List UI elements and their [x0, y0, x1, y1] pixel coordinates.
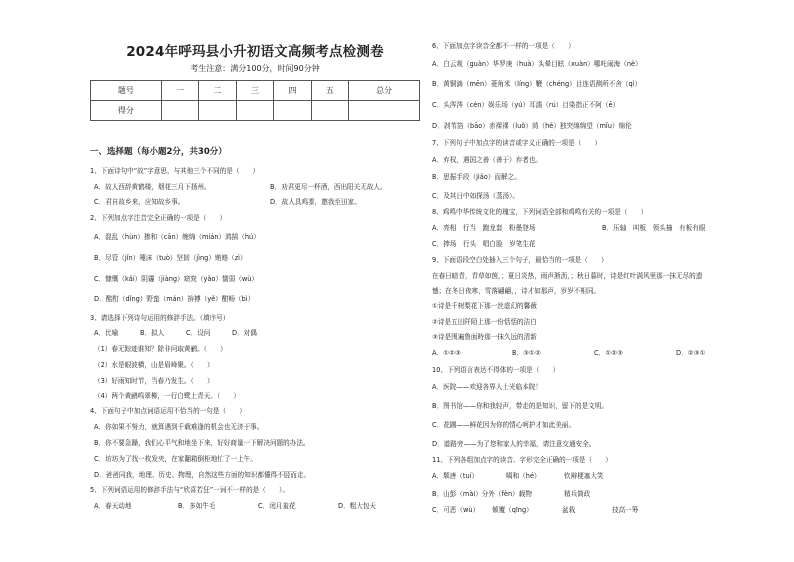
score-table [90, 80, 420, 121]
q1-option-b: B．劝君更尽一杯酒，西出阳关无故人。 [270, 183, 387, 191]
q11-option-a-part-2: 噶和（hé） [506, 472, 541, 480]
q8-option-b: B．压轴 叫板 领头撞 有板有眼 [602, 224, 706, 232]
q10-option-c: C．花圃——鲜花因为你的情心呵护才如此美丽。 [432, 421, 576, 429]
q7-option-a: A．弃权，遇国之善（善于）弃者也。 [432, 156, 543, 164]
q11-option-b-part-1: B．山彭（mài）分外（fèn）载物 [432, 490, 532, 498]
q4-option-a: A．你如果不努力，就算遇到千载难逢的机会也无济于事。 [94, 423, 264, 431]
q9-sentence-1: ①诗是千树梨花下那一丝虚幻的馨薇 [432, 302, 537, 310]
score-header-cell: 三 [236, 81, 273, 101]
question-3: 3、请选择下列诗句运用的修辞手法。（填序号） [90, 314, 230, 322]
question-11: 11、下列各组加点字的读音、字形完全正确的一项是（ ） [432, 456, 612, 464]
q4-option-d: D．爸爸同我，地理、历史、物理，自然这些方面的知识都懂得不胫而走。 [94, 471, 311, 479]
q10-option-d: D．道路旁——为了您和家人的幸福，请注意交通安全。 [432, 440, 596, 448]
q11-option-c-part-1: C．可恶（wù） [432, 506, 480, 514]
question-9: 9、下面语段空白处插入三个句子，最恰当的一项是（ ） [432, 256, 608, 264]
q2-option-d: D．酩酊（dǐng）野蛮（mán）拚搏（yě）酣畅（bì） [94, 295, 255, 303]
question-2: 2、下列加点字注音完全正确的一项是（ ） [90, 214, 227, 222]
q4-option-b: B．你不要急躁，我们心平气和地坐下来，好好商量一下解决问题的办法。 [94, 439, 310, 447]
q1-option-c: C．君自故乡来，应知故乡事。 [94, 198, 185, 206]
q5-option-a: A．春天动地 [94, 502, 132, 510]
score-header-cell: 一 [161, 81, 198, 101]
q10-option-b: B．图书馆——你和我轻声，带走的是知识，留下的是文明。 [432, 402, 608, 410]
q5-option-b: B．多如牛毛 [178, 502, 216, 510]
score-cell[interactable] [236, 101, 273, 121]
q11-option-c-part-3: 盆栽 [562, 506, 576, 514]
score-header-cell: 二 [199, 81, 236, 101]
score-header-cell: 总分 [349, 81, 420, 101]
score-cell[interactable] [349, 101, 420, 121]
q9-option-b: B．③①② [512, 349, 541, 357]
q9-sentence-2: ②诗是五田阡陌上那一份恬恬的洁白 [432, 318, 537, 326]
q8-option-a: A．亮相 行当 跑龙套 粉墨登场 [432, 224, 536, 232]
q3-item-4: （4）两个黄鹂鸣翠柳，一行白鹭上青天。（ ） [94, 392, 240, 400]
q5-option-d: D．粗大包天 [338, 502, 377, 510]
score-row-label: 得分 [91, 101, 162, 121]
q5-option-c: C．闭月羞花 [258, 502, 296, 510]
q3-option-b: B．拟人 [140, 329, 165, 337]
question-10: 10、下列语言表达不得体的一项是（ ） [432, 366, 560, 374]
q9-option-d: D．②③① [676, 349, 706, 357]
q3-item-2: （2）水是眼波横，山是眉峰聚。（ ） [94, 361, 214, 369]
q2-option-b: B．尽管（jǐn）唾沫（tuò）坚韧（jìng）贿赂（zì） [94, 254, 247, 262]
q9-option-a: A．①②③ [432, 349, 461, 357]
q3-item-1: （1）春无踪迹谁知？除非问取黄鹂。（ ） [94, 345, 227, 353]
score-cell[interactable] [199, 101, 236, 121]
q3-option-c: C．设问 [186, 329, 211, 337]
q6-option-d: D．剥苇箔（bāo）赤裸裸（luǒ）苘（hé）独突绵绵望（mǐu）绵伦 [432, 122, 632, 130]
question-4: 4、下面句子中加点词语运用不恰当的一句是（ ） [90, 407, 246, 415]
score-cell[interactable] [161, 101, 198, 121]
q2-option-a: A．混乱（hùn）掺和（cān）缠绵（mián）鸿鹄（hú） [94, 233, 260, 241]
q11-option-a-part-3: 钦辩梗塞大笑 [564, 472, 604, 480]
q3-option-d: D．对偶 [232, 329, 257, 337]
score-cell[interactable] [274, 101, 311, 121]
question-1: 1、下面诗句中“故”字意思，与其他三个不同的是（ ） [90, 167, 260, 175]
q11-option-a-part-1: A．颓唐（tuí） [432, 472, 479, 480]
score-header-cell: 四 [274, 81, 311, 101]
exam-note: 考生注意：满分100分，时间90分钟 [190, 64, 320, 73]
question-6: 6、下面加点字读音全都不一样的一项是（ ） [432, 42, 575, 50]
q7-option-c: C．及其日中如探汤（蒸汤）。 [432, 192, 520, 200]
score-cell[interactable] [311, 101, 348, 121]
q3-option-a: A．比喻 [94, 329, 119, 337]
q10-option-a: A．医院——欢迎各界人士光临本院！ [432, 383, 543, 391]
q9-sentence-3: ③诗是围遍鲁面時那一抹久远的清新 [432, 333, 537, 341]
q7-option-b: B．思振手段（jiǎo）而解之。 [432, 173, 521, 181]
section-heading: 一、选择题（每小题2分，共30分） [90, 147, 227, 157]
q9-option-c: C．①②③ [594, 349, 623, 357]
question-8: 8、鸡鸣中华传统文化的瑰宝，下列词语全部和鸡鸣有关的一项是（ ） [432, 208, 648, 216]
q8-option-c: C．捧场 行头 唱白脸 岁笔生花 [432, 240, 536, 248]
q11-option-c-part-4: 技高一筹 [612, 506, 639, 514]
q11-option-c-part-2: 倾覆（qīng） [492, 506, 533, 514]
question-5: 5、下列词语运用的修辞手法与“欣喜若狂”一词不一样的是（ ）。 [90, 486, 289, 494]
question-7: 7、下列句子中加点字的读音或字义正确的一项是（ ） [432, 139, 602, 147]
q9-text-line-2: 憾；在冬日夜寒，雪落翩翩，，诗才如那声，岁岁不相同。 [432, 287, 601, 295]
q1-option-d: D．故人具鸡黍，邀我至田家。 [270, 198, 361, 206]
q6-option-a: A．白云观（guàn）华罗庚（huà）头晕目眩（xuàn）哪吒闹海（nè） [432, 60, 642, 68]
q1-option-a: A．故人西辞黄鹤楼，烟花三月下扬州。 [94, 183, 211, 191]
q2-option-c: C．慷慨（kǎi）阴霾（jiàng）窈窕（yǎo）懦弱（wù） [94, 275, 259, 283]
q6-option-b: B．黄铜滴（mēn）菱角米（líng）鞭（chéng）目连语测所不舍（qì） [432, 80, 642, 88]
q9-text-line-1: 在春日暗青，青草如茵，；夏日炎热，雨声淅沥，；秋日暮时，诗是红叶满风里那一抹无尽的遗 [432, 272, 703, 280]
q3-item-3: （3）好雨知时节，当春乃发生。（ ） [94, 377, 214, 385]
score-header-cell: 题号 [91, 81, 162, 101]
score-table-score-row [91, 101, 420, 121]
q4-option-c: C．坊坊为了找一枚发夹，在家翻箱倒柜地忙了一上午。 [94, 455, 257, 463]
q11-option-b-part-2: 精兵简政 [564, 490, 591, 498]
score-header-cell: 五 [311, 81, 348, 101]
q6-option-c: C．头涔涔（cén）娱乐场（yú）耳濡（rú）目染指正不阿（ē） [432, 101, 620, 109]
page-title: 2024年呼玛县小升初语文高频考点检测卷 [126, 44, 384, 60]
score-table-header-row [91, 81, 420, 101]
